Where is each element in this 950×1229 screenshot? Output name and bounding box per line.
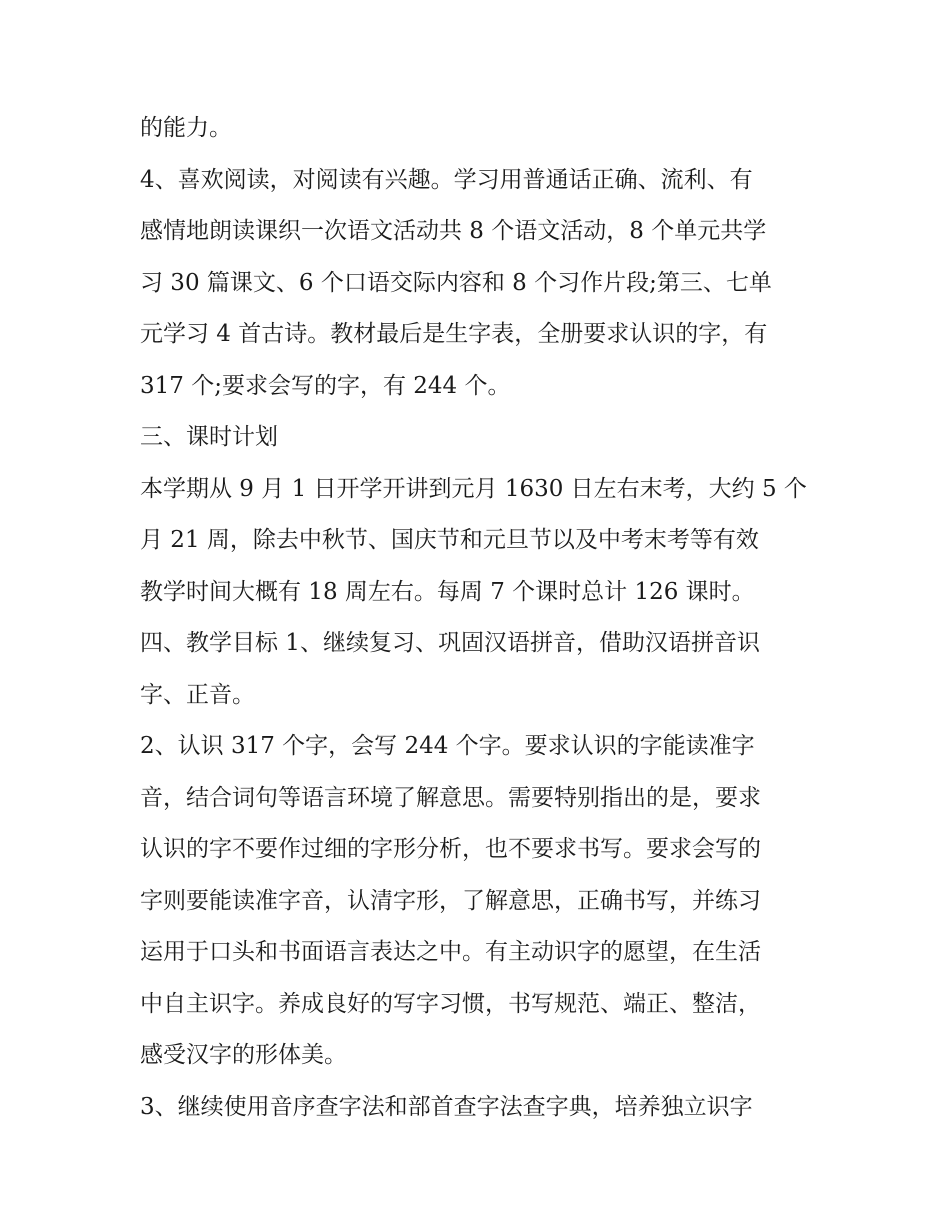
text-line: 的能力。 [140, 115, 232, 141]
text-line: 2、认识 317 个字，会写 244 个字。要求认识的字能读准字 [140, 733, 755, 759]
text-line: 本学期从 9 月 1 日开学开讲到元月 1630 日左右末考，大约 5 个 [140, 475, 807, 502]
paragraph-teaching-goals [140, 618, 820, 721]
paragraph-character-goals [140, 721, 820, 1082]
text-line: 感情地朗读课织一次语文活动共 8 个语文活动，8 个单元共学 [140, 218, 767, 244]
text-line: 317 个;要求会写的字，有 244 个。 [140, 372, 511, 399]
text-line: 教学时间大概有 18 周左右。每周 7 个课时总计 126 课时。 [140, 578, 755, 605]
document-body [140, 103, 820, 1133]
text-line: 音，结合词句等语言环境了解意思。需要特别指出的是，要求 [140, 784, 761, 811]
paragraph-dictionary [140, 1082, 820, 1134]
text-line: 习 30 篇课文、6 个口语交际内容和 8 个习作片段;第三、七单 [140, 269, 772, 296]
paragraph-schedule [140, 464, 820, 619]
paragraph-ability [140, 103, 820, 155]
section-heading: 三、课时计划 [140, 424, 278, 450]
text-line: 运用于口头和书面语言表达之中。有主动识字的愿望，在生活 [140, 939, 761, 965]
text-line: 中自主识字。养成良好的写字习惯，书写规范、端正、整洁， [140, 990, 761, 1017]
text-line: 四、教学目标 1、继续复习、巩固汉语拼音，借助汉语拼音识 [140, 630, 760, 656]
text-line: 字则要能读准字音，认清字形，了解意思，正确书写，并练习 [140, 887, 761, 914]
text-line: 认识的字不要作过细的字形分析，也不要求书写。要求会写的 [140, 836, 761, 862]
paragraph-reading-goal [140, 155, 820, 413]
text-line: 字、正音。 [140, 681, 255, 708]
section-heading-lesson-plan [140, 412, 820, 464]
text-line: 感受汉字的形体美。 [140, 1042, 347, 1068]
text-line: 3、继续使用音序查字法和部首查字法查字典，培养独立识字 [140, 1093, 753, 1120]
text-line: 4、喜欢阅读，对阅读有兴趣。学习用普通话正确、流利、有 [140, 166, 753, 193]
text-line: 月 21 周，除去中秋节、国庆节和元旦节以及中考末考等有效 [140, 527, 759, 553]
text-line: 元学习 4 首古诗。教材最后是生字表，全册要求认识的字，有 [140, 321, 768, 347]
